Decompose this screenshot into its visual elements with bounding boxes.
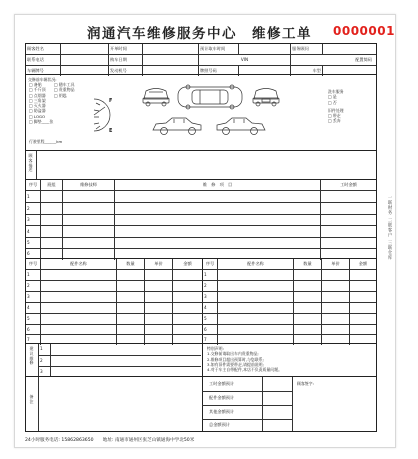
parts-col-name: 配件名称	[40, 259, 116, 269]
summary-parts: 配件金额预计	[209, 394, 235, 400]
check-tools[interactable]: □ 随车工具	[54, 82, 75, 87]
check-triangle[interactable]: □ 三角架	[29, 97, 46, 103]
label-license-number: 牌照号码	[198, 66, 238, 76]
label-config-code: 配置简码	[290, 55, 376, 66]
check-extinguisher[interactable]: □ 灭火器	[29, 103, 46, 109]
vehicle-info-table	[25, 43, 377, 75]
check-lighter[interactable]: □ 点烟器	[29, 92, 46, 98]
repair-table	[25, 179, 377, 259]
repair-col-tech: 维修技师	[62, 180, 114, 190]
parts-row-no: 5	[27, 316, 30, 322]
summary-labor: 工时金额预计	[209, 380, 235, 386]
parts-col-qty-2: 数量	[293, 259, 321, 269]
parts-row-no: 7	[27, 336, 30, 342]
summary-total: 总金额预计	[209, 422, 230, 428]
old-parts-label: 旧件处理	[328, 107, 344, 113]
label-engine-number: 发动机号	[108, 66, 142, 76]
parts-row-no-2: 3	[204, 294, 207, 300]
car-side-view-icon	[150, 115, 204, 137]
parts-col-amount: 金额	[172, 259, 202, 269]
parts-row-no-2: 2	[204, 283, 207, 289]
footer-contact: 24小时服务电话: 15862863650 地址: 南通市通州区张芝山镇通海中学北50米	[25, 438, 195, 443]
signature-label: 顾客签字:	[297, 381, 314, 386]
parts-col-price-2: 单价	[321, 259, 349, 269]
vehicle-condition-section	[25, 74, 377, 151]
mileage-label: 行驶里程______km	[29, 139, 63, 144]
check-spare-tire[interactable]: □ 备胎	[29, 82, 42, 87]
check-logo[interactable]: □ LOGO	[29, 113, 46, 119]
notes-line: 4.对于车主自带配件,本店不负责质量问题。	[207, 367, 282, 373]
repair-row-no: 2	[27, 205, 30, 211]
car-front-view-icon	[140, 83, 172, 107]
repair-col-item: 维 修 项 目	[114, 180, 320, 190]
car-side-view-2-icon	[214, 115, 268, 137]
field-customer-name[interactable]	[60, 44, 108, 54]
repair-col-amount: 工时金额	[320, 180, 376, 190]
notes-line: 1.交修前请取出车内贵重物品;	[207, 351, 259, 357]
parts-col-qty: 数量	[116, 259, 144, 269]
parts-row-no: 2	[27, 283, 30, 289]
old-parts-discard[interactable]: □ 丢弃	[328, 118, 341, 124]
customer-desc-field[interactable]	[37, 151, 376, 179]
suggestion-row-no: 3	[40, 369, 43, 375]
repair-row-no: 3	[27, 217, 30, 223]
customer-description	[25, 150, 377, 180]
wash-no[interactable]: □ 否	[328, 99, 337, 105]
suggestion-row-no: 1	[40, 346, 43, 352]
parts-col-no-2: 序号	[205, 260, 215, 266]
suggestion-row-no: 2	[40, 358, 43, 364]
copy-distribution-note: 一联财务 二联客户 三联仓库	[387, 195, 392, 261]
work-order-title: 润通汽车维修服务中心 维修工单	[87, 26, 312, 42]
parts-col-price: 单价	[144, 259, 172, 269]
parts-row-no: 4	[27, 305, 30, 311]
parts-row-no: 6	[27, 326, 30, 332]
fuel-gauge-icon	[90, 95, 118, 135]
car-top-view-icon	[174, 83, 246, 111]
fuel-full-label: F	[109, 98, 113, 104]
wash-service-label: 洗车服务	[328, 89, 344, 94]
check-jack[interactable]: □ 千斤顶	[29, 87, 46, 93]
repair-col-team: 班组	[40, 180, 62, 190]
parts-row-no: 1	[27, 272, 30, 278]
parts-row-no-2: 6	[204, 326, 207, 332]
remarks-label: 备注	[29, 394, 34, 404]
check-valuables[interactable]: □ 贵重物品	[54, 87, 75, 93]
parts-row-no-2: 7	[204, 336, 207, 342]
parts-col-name-2: 配件名称	[217, 259, 293, 269]
repair-row-no: 1	[27, 193, 30, 199]
label-open-time: 开单时间	[108, 44, 142, 54]
customer-desc-label: 顾客描述	[28, 153, 33, 173]
suggestion-section	[25, 343, 377, 377]
label-phone: 联系电话	[27, 57, 44, 63]
notes-line: 2.维修项目超出预算时,与您联系;	[207, 356, 264, 362]
check-floor-mat[interactable]: □ 脚垫____张	[29, 118, 54, 124]
repair-row-no: 4	[27, 228, 30, 234]
field-service-advisor[interactable]	[322, 44, 376, 54]
label-service-advisor: 服务顾问	[290, 44, 322, 54]
old-parts-take[interactable]: □ 带走	[328, 113, 341, 119]
work-order-sheet	[14, 14, 396, 448]
serial-number: 0000001	[333, 24, 395, 38]
notes-title: 特别声明:	[207, 346, 224, 351]
field-pickup-time[interactable]	[238, 44, 290, 54]
repair-row-no: 6	[27, 251, 30, 257]
parts-row-no-2: 4	[204, 305, 207, 311]
label-pickup-time: 预计取车时间	[198, 44, 238, 54]
remarks-summary-section	[25, 376, 377, 432]
parts-row-no: 3	[27, 294, 30, 300]
check-anti-theft[interactable]: □ 防盗器	[29, 108, 46, 114]
label-purchase-date: 购车日期	[108, 55, 142, 66]
wash-yes[interactable]: □ 是	[328, 94, 337, 100]
summary-other: 其他金额预计	[209, 408, 235, 414]
field-open-time[interactable]	[142, 44, 198, 54]
parts-row-no-2: 5	[204, 316, 207, 322]
label-car-model: 车型	[290, 66, 322, 76]
checklist-title: 交修前车辆状况:	[28, 77, 57, 82]
parts-col-amount-2: 金额	[349, 259, 376, 269]
suggestion-label: 建议维修	[29, 346, 34, 366]
fuel-empty-label: E	[109, 128, 113, 134]
car-rear-view-icon	[250, 83, 282, 107]
parts-col-no: 序号	[28, 260, 38, 266]
parts-row-no-2: 1	[204, 272, 207, 278]
label-plate-number: 车辆牌号	[27, 67, 44, 73]
label-vin: VIN	[198, 55, 290, 66]
notes-line: 3.如有旧件需要带走,请提前说明;	[207, 361, 264, 367]
check-keys[interactable]: □ 钥匙	[54, 92, 67, 98]
parts-table	[25, 258, 377, 344]
repair-row-no: 5	[27, 240, 30, 246]
label-customer-name: 顾客姓名	[27, 45, 44, 51]
repair-col-no: 序号	[28, 181, 38, 187]
